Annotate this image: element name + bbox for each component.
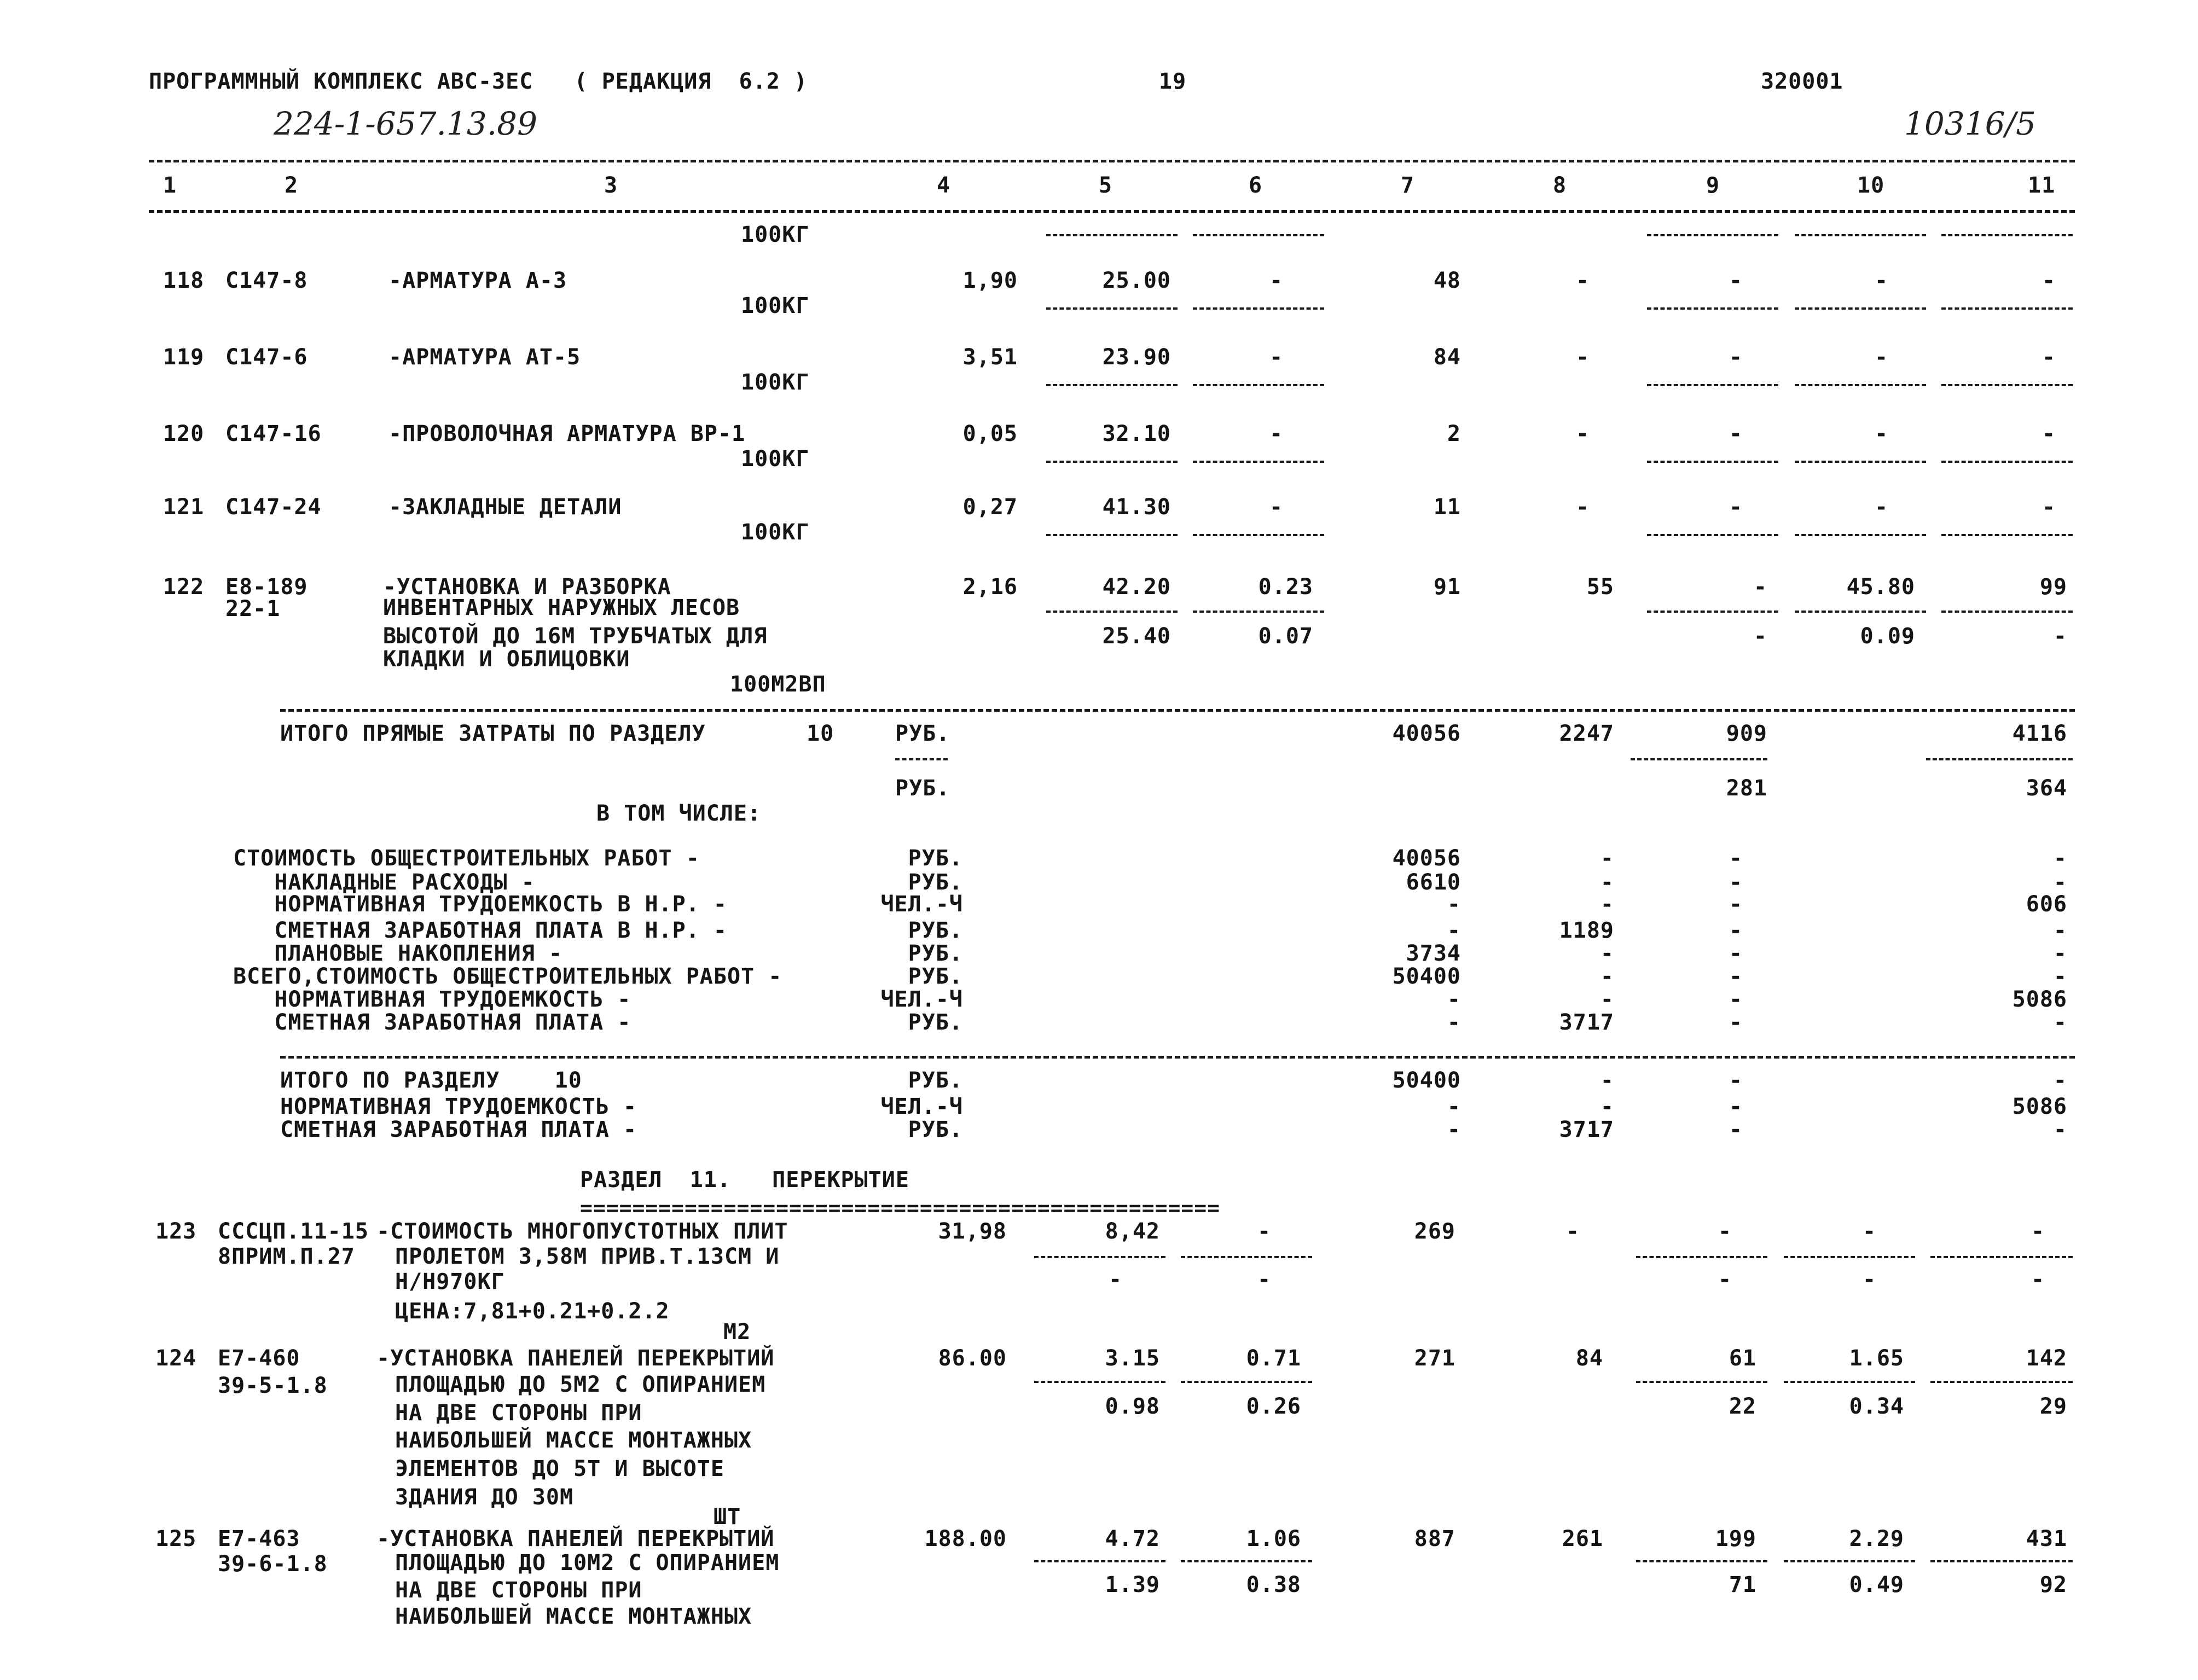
total-section: 10 — [807, 721, 834, 746]
row-col6: 1.06 — [1246, 1526, 1301, 1551]
rule — [1636, 1256, 1767, 1258]
row-col7: 11 — [1433, 495, 1461, 520]
row-col5: 25.00 — [1102, 268, 1171, 293]
row-col9: - — [1729, 345, 1743, 370]
rule — [1784, 1560, 1915, 1562]
row-description: КЛАДКИ И ОБЛИЦОВКИ — [383, 647, 630, 672]
col-7: 7 — [1401, 173, 1415, 198]
summary-col11: - — [2053, 870, 2067, 895]
summary-label: ПЛАНОВЫЕ НАКОПЛЕНИЯ - — [233, 941, 562, 966]
section-title-underline: ================================================= — [580, 1196, 1221, 1220]
row-col8: - — [1566, 1219, 1580, 1244]
row-col6: - — [1269, 421, 1284, 446]
section-title: РАЗДЕЛ 11. ПЕРЕКРЫТИЕ — [580, 1167, 909, 1193]
row-col6: 0.23 — [1258, 574, 1313, 600]
row-col6-labor: 0.26 — [1246, 1394, 1301, 1419]
row-col10: - — [1875, 345, 1889, 370]
section-total-col9: - — [1729, 1068, 1743, 1093]
row-col8: - — [1576, 421, 1590, 446]
row-col7: 2 — [1447, 421, 1461, 446]
row-description: -ЗАКЛАДНЫЕ ДЕТАЛИ — [388, 495, 622, 520]
section-rule — [280, 709, 2075, 712]
row-col10-labor: 0.34 — [1849, 1394, 1904, 1419]
rule — [1034, 1560, 1165, 1562]
rule — [1046, 461, 1178, 463]
row-col9: - — [1718, 1219, 1732, 1244]
section-total-col8: - — [1600, 1094, 1614, 1119]
rule — [1193, 234, 1324, 236]
rule — [1926, 758, 2073, 760]
total-unit: РУБ. — [895, 776, 950, 801]
section-total-col8: - — [1600, 1068, 1614, 1093]
row-quantity: 3,51 — [962, 345, 1018, 370]
summary-unit: ЧЕЛ.-Ч — [880, 892, 963, 917]
row-unit: 100КГ — [741, 446, 810, 472]
row-code: Е7-460 — [218, 1346, 300, 1371]
rule — [1941, 234, 2073, 236]
row-col11: - — [2042, 421, 2056, 446]
row-code-2: 8ПРИМ.П.27 — [218, 1244, 355, 1269]
row-unit: М2 — [723, 1319, 751, 1345]
total-col11-labor: 364 — [2026, 776, 2067, 801]
row-description: ВЫСОТОЙ ДО 16М ТРУБЧАТЫХ ДЛЯ — [383, 624, 768, 649]
row-col9-labor: 22 — [1729, 1394, 1756, 1419]
summary-col7: - — [1447, 987, 1461, 1012]
section-total-col11: - — [2053, 1117, 2067, 1142]
summary-col7: - — [1447, 1010, 1461, 1035]
summary-col8: - — [1600, 892, 1614, 917]
row-col11: - — [2042, 495, 2056, 520]
row-col11-labor: - — [2053, 624, 2067, 649]
summary-col7: - — [1447, 918, 1461, 943]
summary-col9: - — [1729, 870, 1743, 895]
row-description: -УСТАНОВКА ПАНЕЛЕЙ ПЕРЕКРЫТИЙ — [376, 1526, 775, 1551]
row-code: С147-16 — [225, 421, 322, 446]
row-code: С147-24 — [225, 495, 322, 520]
row-col7: 887 — [1414, 1526, 1455, 1551]
row-unit: ШТ — [714, 1504, 741, 1530]
section-total-col8: 3717 — [1559, 1117, 1614, 1142]
rule — [1636, 1381, 1767, 1383]
total-col8: 2247 — [1559, 721, 1614, 746]
summary-label: СТОИМОСТЬ ОБЩЕСТРОИТЕЛЬНЫХ РАБОТ - — [233, 846, 700, 871]
rule — [1181, 1381, 1312, 1383]
program-title: ПРОГРАММНЫЙ КОМПЛЕКС АВС-3ЕС ( РЕДАКЦИЯ 6.2 ) — [149, 69, 808, 94]
row-col9: - — [1729, 268, 1743, 293]
including-heading: В ТОМ ЧИСЛЕ: — [596, 801, 761, 826]
col-10: 10 — [1857, 173, 1885, 198]
row-quantity: 0,05 — [962, 421, 1018, 446]
rule — [1193, 534, 1324, 536]
summary-col7: 40056 — [1392, 846, 1461, 871]
row-col10: - — [1875, 495, 1889, 520]
section-total-label: СМЕТНАЯ ЗАРАБОТНАЯ ПЛАТА - — [280, 1117, 637, 1142]
row-col8: 84 — [1575, 1346, 1603, 1371]
summary-label: НОРМАТИВНАЯ ТРУДОЕМКОСТЬ В Н.Р. - — [233, 892, 727, 917]
col-9: 9 — [1706, 173, 1720, 198]
summary-col8: - — [1600, 846, 1614, 871]
summary-unit: РУБ. — [908, 918, 963, 943]
row-unit: 100М2ВП — [730, 672, 826, 697]
row-description: -УСТАНОВКА И РАЗБОРКА — [383, 574, 671, 600]
total-label: ИТОГО ПРЯМЫЕ ЗАТРАТЫ ПО РАЗДЕЛУ — [280, 721, 706, 746]
section-total-col7: - — [1447, 1117, 1461, 1142]
row-col5-labor: - — [1109, 1267, 1123, 1292]
row-col5: 3.15 — [1105, 1346, 1160, 1371]
summary-col8: - — [1600, 964, 1614, 989]
rule — [1941, 384, 2073, 386]
row-col5-labor: 1.39 — [1105, 1572, 1160, 1597]
summary-col7: 50400 — [1392, 964, 1461, 989]
rule — [1795, 234, 1926, 236]
row-code: С147-8 — [225, 268, 308, 293]
row-description: ИНВЕНТАРНЫХ НАРУЖНЫХ ЛЕСОВ — [383, 595, 740, 620]
summary-col9: - — [1729, 1010, 1743, 1035]
row-col6-labor: - — [1257, 1267, 1272, 1292]
row-col7: 48 — [1433, 268, 1461, 293]
row-col10-labor: 0.09 — [1860, 624, 1915, 649]
summary-col8: - — [1600, 987, 1614, 1012]
summary-col9: - — [1729, 918, 1743, 943]
row-quantity: 1,90 — [962, 268, 1018, 293]
rule — [1636, 1560, 1767, 1562]
total-unit: РУБ. — [895, 721, 950, 746]
section-rule — [280, 1056, 2075, 1059]
header-rule-bottom — [149, 210, 2075, 213]
row-col7: 84 — [1433, 345, 1461, 370]
row-number: 118 — [163, 268, 205, 293]
row-col5: 42.20 — [1102, 574, 1171, 600]
row-col8: - — [1576, 268, 1590, 293]
total-col9-labor: 281 — [1726, 776, 1767, 801]
row-col11: 431 — [2026, 1526, 2067, 1551]
summary-col11: - — [2053, 964, 2067, 989]
row-col10: - — [1863, 1219, 1877, 1244]
row-description: ЦЕНА:7,81+0.21+0.2.2 — [395, 1299, 670, 1324]
row-col7: 271 — [1414, 1346, 1455, 1371]
rule — [1941, 307, 2073, 310]
section-total-col9: - — [1729, 1117, 1743, 1142]
row-number: 122 — [163, 574, 205, 600]
summary-col11: 606 — [2026, 892, 2067, 917]
section-total-col11: - — [2053, 1068, 2067, 1093]
row-col9: - — [1729, 495, 1743, 520]
row-unit: 100КГ — [741, 520, 810, 545]
col-8: 8 — [1553, 173, 1567, 198]
rule — [1046, 534, 1178, 536]
rule — [1647, 307, 1778, 310]
row-description: ЭЛЕМЕНТОВ ДО 5Т И ВЫСОТЕ — [395, 1456, 724, 1481]
row-number: 119 — [163, 345, 205, 370]
rule — [1784, 1256, 1915, 1258]
row-col10-labor: 0.49 — [1849, 1572, 1904, 1597]
rule — [1034, 1256, 1165, 1258]
page-number: 19 — [1159, 69, 1187, 94]
row-code: Е7-463 — [218, 1526, 300, 1551]
row-quantity: 0,27 — [962, 495, 1018, 520]
row-quantity: 31,98 — [938, 1219, 1007, 1244]
handwritten-project-number: 224-1-657.13.89 — [274, 105, 537, 142]
row-description: ПРОЛЕТОМ 3,58М ПРИВ.Т.13СМ И — [395, 1244, 780, 1269]
row-description: НАИБОЛЬШЕЙ МАССЕ МОНТАЖНЫХ — [395, 1604, 752, 1629]
handwritten-sheet-number: 10316/5 — [1904, 105, 2036, 142]
rule — [1795, 461, 1926, 463]
document-code: 320001 — [1761, 69, 1843, 94]
section-total-col11: 5086 — [2012, 1094, 2067, 1119]
row-col8: - — [1576, 495, 1590, 520]
row-description: -УСТАНОВКА ПАНЕЛЕЙ ПЕРЕКРЫТИЙ — [376, 1346, 775, 1371]
rule — [1795, 534, 1926, 536]
rule — [1647, 461, 1778, 463]
summary-col9: - — [1729, 987, 1743, 1012]
summary-col8: - — [1600, 941, 1614, 966]
row-col9: 61 — [1729, 1346, 1756, 1371]
rule — [1193, 461, 1324, 463]
section-total-label: НОРМАТИВНАЯ ТРУДОЕМКОСТЬ - — [280, 1094, 637, 1119]
rule — [895, 758, 948, 760]
row-col5: 8,42 — [1105, 1219, 1160, 1244]
col-2: 2 — [285, 173, 299, 198]
rule — [1034, 1381, 1165, 1383]
row-col5: 4.72 — [1105, 1526, 1160, 1551]
rule — [1941, 611, 2073, 613]
summary-col9: - — [1729, 892, 1743, 917]
summary-label: НАКЛАДНЫЕ РАСХОДЫ - — [233, 870, 535, 895]
section-total-unit: ЧЕЛ.-Ч — [880, 1094, 963, 1119]
row-col10: - — [1875, 268, 1889, 293]
summary-col8: - — [1600, 870, 1614, 895]
row-description: -АРМАТУРА А-3 — [388, 268, 567, 293]
row-description: НА ДВЕ СТОРОНЫ ПРИ — [395, 1578, 642, 1603]
summary-col8: 3717 — [1559, 1010, 1614, 1035]
summary-label: НОРМАТИВНАЯ ТРУДОЕМКОСТЬ - — [233, 987, 631, 1012]
row-col6: - — [1269, 268, 1284, 293]
row-unit: 100КГ — [741, 370, 810, 395]
row-col10: - — [1875, 421, 1889, 446]
row-code-2: 39-5-1.8 — [218, 1373, 328, 1398]
col-1: 1 — [163, 173, 177, 198]
rule — [1795, 384, 1926, 386]
total-col9: 909 — [1726, 721, 1767, 746]
row-number: 123 — [155, 1219, 197, 1244]
row-col7: 91 — [1433, 574, 1461, 600]
summary-label: СМЕТНАЯ ЗАРАБОТНАЯ ПЛАТА - — [233, 1010, 631, 1035]
row-col9: - — [1729, 421, 1743, 446]
row-col6-labor: 0.38 — [1246, 1572, 1301, 1597]
row-number: 121 — [163, 495, 205, 520]
row-col11: - — [2031, 1219, 2045, 1244]
row-col11-labor: 29 — [2039, 1394, 2067, 1419]
total-col11: 4116 — [2012, 721, 2067, 746]
row-quantity: 2,16 — [962, 574, 1018, 600]
row-description: ПЛОЩАДЬЮ ДО 10М2 С ОПИРАНИЕМ — [395, 1550, 780, 1576]
rule — [1046, 384, 1178, 386]
summary-label: СМЕТНАЯ ЗАРАБОТНАЯ ПЛАТА В Н.Р. - — [233, 918, 727, 943]
summary-unit: РУБ. — [908, 846, 963, 871]
summary-col11: 5086 — [2012, 987, 2067, 1012]
row-col6-labor: 0.07 — [1258, 624, 1313, 649]
row-description: -АРМАТУРА АТ-5 — [388, 345, 581, 370]
row-col9-labor: 71 — [1729, 1572, 1756, 1597]
summary-unit: РУБ. — [908, 870, 963, 895]
row-code: СССЦП.11-15 — [218, 1219, 369, 1244]
summary-col11: - — [2053, 846, 2067, 871]
section-total-unit: РУБ. — [908, 1068, 963, 1093]
row-col9: - — [1753, 574, 1767, 600]
row-col11-labor: 92 — [2039, 1572, 2067, 1597]
rule — [1181, 1560, 1312, 1562]
section-total-col7: 50400 — [1392, 1068, 1461, 1093]
rule — [1631, 758, 1767, 760]
section-total-col7: - — [1447, 1094, 1461, 1119]
rule — [1647, 611, 1778, 613]
row-col9: 199 — [1715, 1526, 1756, 1551]
row-col8: - — [1576, 345, 1590, 370]
summary-col11: - — [2053, 918, 2067, 943]
unit-label: 100КГ — [741, 222, 810, 247]
rule — [1930, 1381, 2073, 1383]
rule — [1193, 611, 1324, 613]
rule — [1784, 1381, 1915, 1383]
row-code-2: 22-1 — [225, 596, 281, 621]
rule — [1941, 461, 2073, 463]
rule — [1046, 611, 1178, 613]
summary-unit: РУБ. — [908, 964, 963, 989]
summary-unit: РУБ. — [908, 1010, 963, 1035]
row-col9-labor: - — [1718, 1267, 1732, 1292]
col-3: 3 — [604, 173, 618, 198]
col-6: 6 — [1249, 173, 1263, 198]
col-4: 4 — [937, 173, 951, 198]
rule — [1795, 307, 1926, 310]
row-description: ЗДАНИЯ ДО 30М — [395, 1485, 574, 1510]
row-col5: 23.90 — [1102, 345, 1171, 370]
row-col8: 261 — [1562, 1526, 1603, 1551]
row-code-2: 39-6-1.8 — [218, 1551, 328, 1577]
col-11: 11 — [2028, 173, 2056, 198]
col-5: 5 — [1099, 173, 1113, 198]
summary-col7: 6610 — [1406, 870, 1461, 895]
row-description: -СТОИМОСТЬ МНОГОПУСТОТНЫХ ПЛИТ — [376, 1219, 788, 1244]
row-col11-labor: - — [2031, 1267, 2045, 1292]
section-total-label: ИТОГО ПО РАЗДЕЛУ 10 — [280, 1068, 582, 1093]
row-col6: - — [1269, 345, 1284, 370]
row-number: 124 — [155, 1346, 197, 1371]
row-code: С147-6 — [225, 345, 308, 370]
rule — [1647, 384, 1778, 386]
row-unit: 100КГ — [741, 293, 810, 318]
summary-unit: РУБ. — [908, 941, 963, 966]
row-quantity: 188.00 — [924, 1526, 1007, 1551]
summary-col9: - — [1729, 964, 1743, 989]
row-col6: 0.71 — [1246, 1346, 1301, 1371]
rule — [1046, 234, 1178, 236]
row-col11: 142 — [2026, 1346, 2067, 1371]
row-col5: 41.30 — [1102, 495, 1171, 520]
row-description: ПЛОЩАДЬЮ ДО 5М2 С ОПИРАНИЕМ — [395, 1372, 766, 1397]
rule — [1193, 384, 1324, 386]
rule — [1930, 1560, 2073, 1562]
row-col10: 45.80 — [1846, 574, 1915, 600]
summary-col11: - — [2053, 1010, 2067, 1035]
header-rule-top — [149, 160, 2075, 162]
rule — [1193, 307, 1324, 310]
row-col10: 1.65 — [1849, 1346, 1904, 1371]
row-col10-labor: - — [1863, 1267, 1877, 1292]
summary-col9: - — [1729, 846, 1743, 871]
row-col6: - — [1257, 1219, 1272, 1244]
summary-col7: 3734 — [1406, 941, 1461, 966]
row-number: 120 — [163, 421, 205, 446]
row-col11: 99 — [2039, 574, 2067, 600]
rule — [1795, 611, 1926, 613]
rule — [1647, 234, 1778, 236]
row-description: -ПРОВОЛОЧНАЯ АРМАТУРА ВР-1 — [388, 421, 746, 446]
row-col5: 32.10 — [1102, 421, 1171, 446]
rule — [1941, 534, 2073, 536]
row-col6: - — [1269, 495, 1284, 520]
section-total-unit: РУБ. — [908, 1117, 963, 1142]
row-col5-labor: 0.98 — [1105, 1394, 1160, 1419]
summary-col11: - — [2053, 941, 2067, 966]
row-col10: 2.29 — [1849, 1526, 1904, 1551]
row-code: Е8-189 — [225, 574, 308, 600]
summary-unit: ЧЕЛ.-Ч — [880, 987, 963, 1012]
rule — [1046, 307, 1178, 310]
row-description: Н/Н970КГ — [395, 1269, 505, 1294]
row-description: НА ДВЕ СТОРОНЫ ПРИ — [395, 1400, 642, 1426]
summary-col9: - — [1729, 941, 1743, 966]
rule — [1647, 534, 1778, 536]
row-col11: - — [2042, 345, 2056, 370]
row-col11: - — [2042, 268, 2056, 293]
row-quantity: 86.00 — [938, 1346, 1007, 1371]
summary-label: ВСЕГО,СТОИМОСТЬ ОБЩЕСТРОИТЕЛЬНЫХ РАБОТ - — [233, 964, 782, 989]
row-col9-labor: - — [1753, 624, 1767, 649]
row-col8: 55 — [1586, 574, 1614, 600]
summary-col8: 1189 — [1559, 918, 1614, 943]
total-col7: 40056 — [1392, 721, 1461, 746]
row-number: 125 — [155, 1526, 197, 1551]
summary-col7: - — [1447, 892, 1461, 917]
row-col5-labor: 25.40 — [1102, 624, 1171, 649]
rule — [1930, 1256, 2073, 1258]
row-description: НАИБОЛЬШЕЙ МАССЕ МОНТАЖНЫХ — [395, 1428, 752, 1453]
section-total-col9: - — [1729, 1094, 1743, 1119]
rule — [1181, 1256, 1312, 1258]
row-col7: 269 — [1414, 1219, 1455, 1244]
